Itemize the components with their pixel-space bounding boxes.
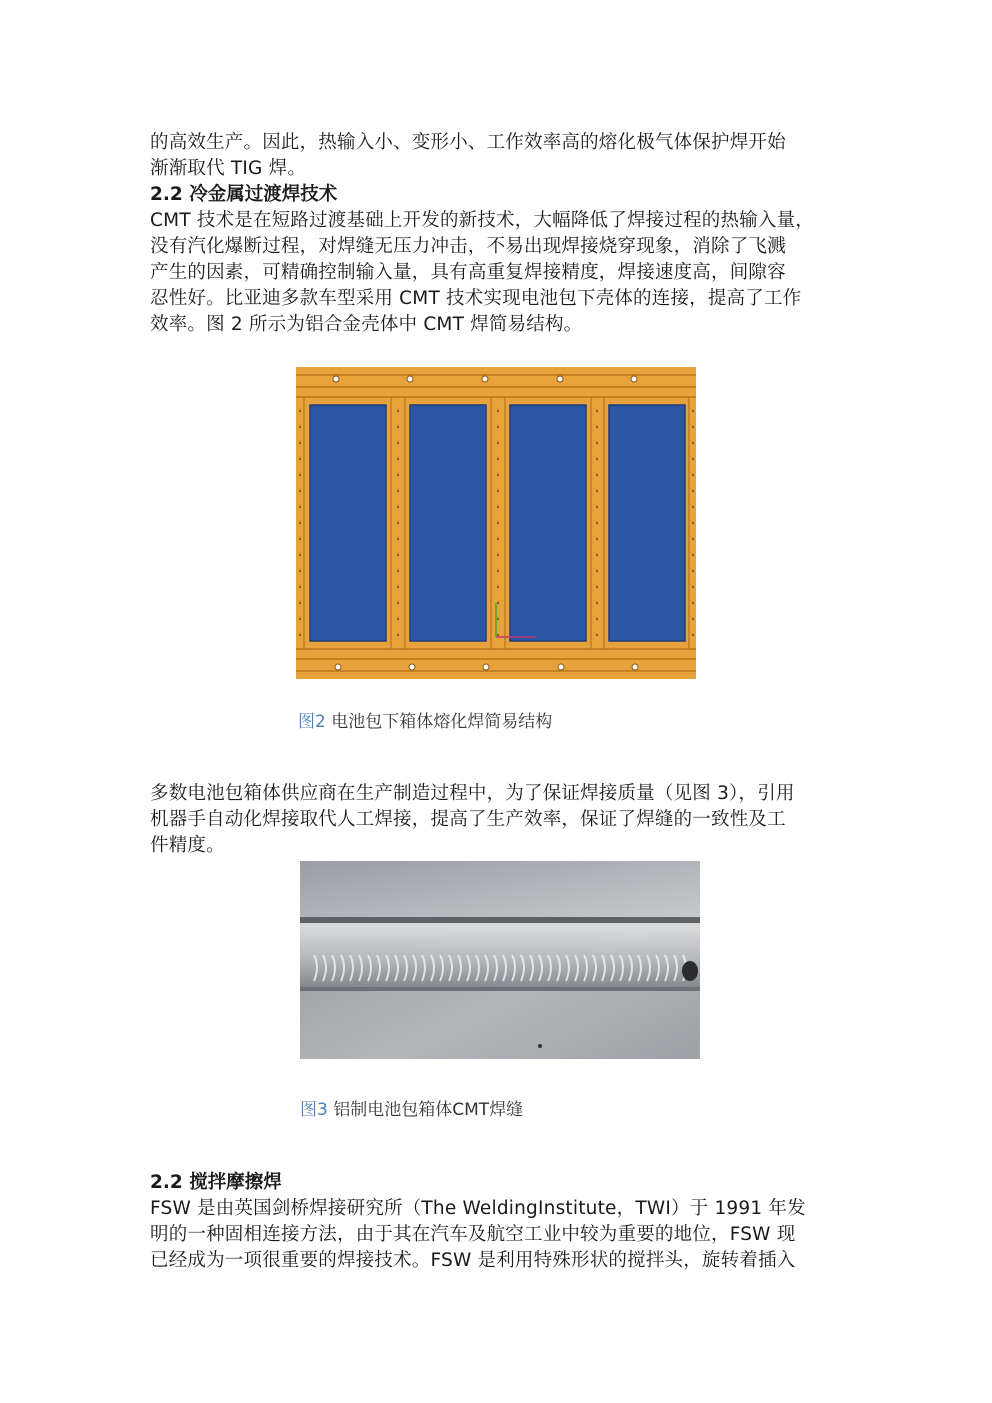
rivet-dot (692, 602, 694, 604)
rivet-dot (397, 538, 399, 540)
rivet-dot (596, 554, 598, 556)
figure3-caption-text: 铝制电池包箱体CMT焊缝 (327, 1100, 524, 1120)
rivet-dot (692, 458, 694, 460)
rivet-dot (299, 618, 301, 620)
rivet-dot (596, 602, 598, 604)
rivet-dot (497, 458, 499, 460)
rivet-dot (692, 586, 694, 588)
rivet-dot (596, 634, 598, 636)
rivet-dot (692, 490, 694, 492)
text-line: 产生的因素，可精确控制输入量，具有高重复焊接精度，焊接速度高，间隙容 (150, 262, 786, 283)
figure3-label: 图3 (300, 1100, 328, 1120)
figure-battery-case-structure (296, 367, 696, 679)
text-line: FSW 是由英国剑桥焊接研究所（The WeldingInstitute，TWI）于 1991 年发 (150, 1198, 806, 1219)
rivet-dot (299, 506, 301, 508)
rivet-dot (692, 506, 694, 508)
rivet-dot (596, 586, 598, 588)
text-line: 忍性好。比亚迪多款车型采用 CMT 技术实现电池包下壳体的连接，提高了工作 (150, 288, 802, 309)
rivet-dot (299, 602, 301, 604)
rivet-dot (299, 426, 301, 428)
weld-seam-photo (300, 861, 700, 1059)
text-line: 渐渐取代 TIG 焊。 (150, 158, 307, 179)
rivet-dot (497, 538, 499, 540)
text-line: 没有汽化爆断过程，对焊缝无压力冲击，不易出现焊接烧穿现象，消除了飞溅 (150, 236, 786, 257)
section-heading-fsw: 2.2 搅拌摩擦焊 (150, 1172, 282, 1193)
rivet-dot (692, 538, 694, 540)
rivet-dot (692, 410, 694, 412)
rivet-dot (299, 586, 301, 588)
rivet-dot (397, 554, 399, 556)
rivet-dot (497, 410, 499, 412)
rivet-dot (299, 554, 301, 556)
rivet-dot (299, 538, 301, 540)
rivet-dot (397, 570, 399, 572)
figure-cmt-weld-photo (300, 861, 700, 1059)
rivet-dot (596, 522, 598, 524)
rivet-dot (596, 538, 598, 540)
paragraph-fsw (150, 1196, 850, 1274)
rivet-dot (692, 522, 694, 524)
rivet-dot (497, 474, 499, 476)
paragraph-cmt (150, 208, 850, 338)
rivet-dot (397, 442, 399, 444)
figure2-caption-text: 电池包下箱体熔化焊简易结构 (325, 712, 553, 732)
rivet-dot (497, 602, 499, 604)
rivet-dot (692, 474, 694, 476)
rivet-dot (299, 474, 301, 476)
rivet-dot (596, 474, 598, 476)
rivet-dot (299, 570, 301, 572)
rivet-dot (596, 442, 598, 444)
rivet-dot (596, 490, 598, 492)
battery-panel-1 (310, 405, 386, 641)
battery-panel-3 (510, 405, 586, 641)
rivet-dot (692, 618, 694, 620)
rivet-dot (497, 586, 499, 588)
figure3-caption (300, 1099, 523, 1121)
rivet-dot (596, 506, 598, 508)
rivet-dot (692, 442, 694, 444)
rivet-dot (692, 570, 694, 572)
figure2-label: 图2 (298, 712, 326, 732)
rivet-dot (299, 410, 301, 412)
battery-case-diagram (296, 367, 696, 679)
section-heading-cmt: 2.2 冷金属过渡焊技术 (150, 184, 338, 205)
rivet-dot (497, 490, 499, 492)
paragraph-intro-continued (150, 130, 850, 182)
rivet-dot (497, 570, 499, 572)
rivet-dot (497, 634, 499, 636)
rivet-dot (397, 474, 399, 476)
rivet-dot (397, 490, 399, 492)
rivet-dot (692, 634, 694, 636)
rivet-dot (397, 458, 399, 460)
rivet-dot (299, 442, 301, 444)
text-line: CMT 技术是在短路过渡基础上开发的新技术，大幅降低了焊接过程的热输入量， (150, 210, 814, 231)
rivet-dot (596, 410, 598, 412)
rivet-dot (299, 490, 301, 492)
rivet-dot (596, 458, 598, 460)
battery-panel-2 (410, 405, 486, 641)
figure2-caption (298, 711, 552, 733)
rivet-dot (299, 522, 301, 524)
text-line: 效率。图 2 所示为铝合金壳体中 CMT 焊简易结构。 (150, 314, 583, 335)
rivet-dot (397, 618, 399, 620)
rivet-dot (397, 602, 399, 604)
rivet-dot (299, 634, 301, 636)
rivet-dot (596, 618, 598, 620)
rivet-dot (397, 634, 399, 636)
rivet-dot (299, 458, 301, 460)
rivet-dot (397, 522, 399, 524)
rivet-dot (596, 426, 598, 428)
rivet-dot (397, 506, 399, 508)
text-line: 多数电池包箱体供应商在生产制造过程中，为了保证焊接质量（见图 3），引用 (150, 783, 795, 804)
text-line: 机器手自动化焊接取代人工焊接，提高了生产效率，保证了焊缝的一致性及工 (150, 809, 786, 830)
rivet-dot (497, 442, 499, 444)
rivet-dot (497, 506, 499, 508)
rivet-dot (397, 426, 399, 428)
rivet-dot (497, 618, 499, 620)
text-line: 明的一种固相连接方法，由于其在汽车及航空工业中较为重要的地位，FSW 现 (150, 1224, 796, 1245)
rivet-dot (497, 554, 499, 556)
rivet-dot (692, 426, 694, 428)
text-line: 的高效生产。因此，热输入小、变形小、工作效率高的熔化极气体保护焊开始 (150, 132, 786, 153)
rivet-dot (692, 554, 694, 556)
rivet-dot (497, 426, 499, 428)
rivet-dot (596, 570, 598, 572)
rivet-dot (497, 522, 499, 524)
rivet-dot (397, 586, 399, 588)
paragraph-robot-welding (150, 781, 850, 859)
battery-panel-4 (609, 405, 685, 641)
text-line: 已经成为一项很重要的焊接技术。FSW 是利用特殊形状的搅拌头，旋转着插入 (150, 1250, 796, 1271)
text-line: 件精度。 (150, 835, 225, 856)
rivet-dot (397, 410, 399, 412)
